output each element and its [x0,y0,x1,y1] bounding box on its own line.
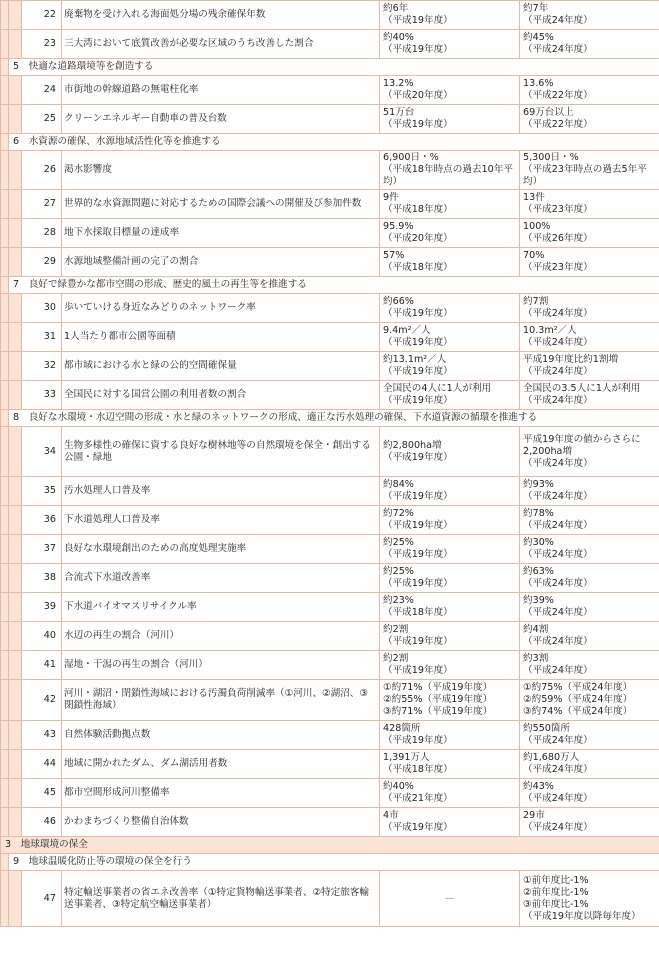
indent-spacer [1,248,9,277]
target-value: ①約75%（平成24年度） ②約59%（平成24年度） ③約74%（平成24年度） [520,680,659,721]
target-value: 13.6% （平成22年度） [520,76,659,105]
indicator-number: 42 [22,680,62,721]
indent-spacer [1,59,9,76]
indicator-number: 37 [22,535,62,564]
indent-spacer [9,622,22,651]
subsection-heading: 6 水資源の確保、水源地域活性化等を推進する [9,134,659,151]
indicator-row [1,1,659,30]
baseline-value: 6,900日・% （平成18年時点の過去10年平均） [380,151,520,190]
subsection-heading: 8 良好な水環境・水辺空間の形成・水と緑のネットワークの形成、適正な汚水処理の確保、下水道資源の循環を推進する [9,410,659,427]
indent-spacer [1,506,9,535]
indent-spacer [1,564,9,593]
indicator-name: 河川・湖沼・閉鎖性海域における汚濁負荷削減率（①河川、②湖沼、③閉鎖性海域） [62,680,380,721]
indicator-row [1,564,659,593]
indicator-number: 43 [22,721,62,750]
indicator-row [1,651,659,680]
indent-spacer [9,808,22,837]
indent-spacer [1,680,9,721]
indicator-number: 44 [22,750,62,779]
indicator-number: 40 [22,622,62,651]
target-value: 70% （平成23年度） [520,248,659,277]
baseline-value: ①約71%（平成19年度） ②約55%（平成19年度） ③約71%（平成19年度） [380,680,520,721]
indicator-row [1,294,659,323]
indent-spacer [9,76,22,105]
baseline-value: 約25% （平成19年度） [380,535,520,564]
target-value: 約78% （平成24年度） [520,506,659,535]
indent-spacer [1,871,9,927]
indicator-number: 26 [22,151,62,190]
indicator-row [1,427,659,477]
indicator-row [1,535,659,564]
indent-spacer [1,323,9,352]
baseline-value: 428箇所 （平成19年度） [380,721,520,750]
indicator-row [1,190,659,219]
indicator-name: 市街地の幹線道路の無電柱化率 [62,76,380,105]
indent-spacer [1,105,9,134]
baseline-value: 約72% （平成19年度） [380,506,520,535]
indent-spacer [1,622,9,651]
target-value: 全国民の3.5人に1人が利用 （平成24年度） [520,381,659,410]
indent-spacer [9,779,22,808]
target-value: 5,300日・% （平成23年時点の過去5年平均） [520,151,659,190]
indent-spacer [9,30,22,59]
indent-spacer [9,651,22,680]
target-value: 10.3m²／人 （平成24年度） [520,323,659,352]
baseline-value: 約66% （平成19年度） [380,294,520,323]
indent-spacer [1,535,9,564]
indicator-row [1,352,659,381]
target-value: 約45% （平成24年度） [520,30,659,59]
indicator-row [1,779,659,808]
indent-spacer [9,190,22,219]
indicator-number: 41 [22,651,62,680]
indicator-number: 28 [22,219,62,248]
target-value: 29市 （平成24年度） [520,808,659,837]
indicator-number: 24 [22,76,62,105]
indicator-row [1,593,659,622]
indent-spacer [1,277,9,294]
baseline-value: 約2割 （平成19年度） [380,651,520,680]
subsection-row [1,134,659,151]
target-value: 約3割 （平成24年度） [520,651,659,680]
indicator-row [1,248,659,277]
indicator-name: 湿地・干潟の再生の割合（河川） [62,651,380,680]
indicator-number: 35 [22,477,62,506]
indent-spacer [9,750,22,779]
subsection-heading: 7 良好で緑豊かな都市空間の形成、歴史的風土の再生等を推進する [9,277,659,294]
indicator-number: 32 [22,352,62,381]
indicator-row [1,808,659,837]
indent-spacer [1,721,9,750]
baseline-value: 57% （平成18年度） [380,248,520,277]
indent-spacer [1,651,9,680]
indent-spacer [1,1,9,30]
indicator-name: 自然体験活動拠点数 [62,721,380,750]
baseline-value: 約13.1m²／人 （平成19年度） [380,352,520,381]
target-value: 平成19年度の値からさらに2,200ha増 （平成24年度） [520,427,659,477]
indent-spacer [1,219,9,248]
baseline-value: 約25% （平成19年度） [380,564,520,593]
indicator-row [1,151,659,190]
indent-spacer [1,779,9,808]
indicator-name: 汚水処理人口普及率 [62,477,380,506]
baseline-value: 9.4m²／人 （平成19年度） [380,323,520,352]
target-value: ①前年度比-1% ②前年度比-1% ③前年度比-1% （平成19年度以降毎年度） [520,871,659,927]
indicator-number: 34 [22,427,62,477]
indent-spacer [1,190,9,219]
indent-spacer [9,535,22,564]
indent-spacer [9,294,22,323]
indicator-number: 45 [22,779,62,808]
baseline-value: 約2,800ha増 （平成19年度） [380,427,520,477]
indicator-name: 下水道バイオマスリサイクル率 [62,593,380,622]
indent-spacer [1,593,9,622]
target-value: 約39% （平成24年度） [520,593,659,622]
indent-spacer [1,352,9,381]
indicator-number: 31 [22,323,62,352]
indent-spacer [9,427,22,477]
indicator-name: 都市空間形成河川整備率 [62,779,380,808]
indent-spacer [9,721,22,750]
section-heading: 3 地球環境の保全 [1,837,659,854]
indicator-row [1,30,659,59]
indent-spacer [1,151,9,190]
indicator-number: 36 [22,506,62,535]
target-value: 100% （平成26年度） [520,219,659,248]
baseline-value: — [380,871,520,927]
indicator-row [1,323,659,352]
indicator-name: 良好な水環境創出のための高度処理実施率 [62,535,380,564]
indicator-name: 下水道処理人口普及率 [62,506,380,535]
indicator-name: クリーンエネルギー自動車の普及台数 [62,105,380,134]
indicator-name: 地域に開かれたダム、ダム湖活用者数 [62,750,380,779]
target-value: 平成19年度比約1割増 （平成24年度） [520,352,659,381]
indicator-number: 23 [22,30,62,59]
baseline-value: 51万台 （平成19年度） [380,105,520,134]
indicator-number: 29 [22,248,62,277]
indent-spacer [9,506,22,535]
target-value: 69万台以上 （平成22年度） [520,105,659,134]
indent-spacer [1,30,9,59]
baseline-value: 13.2% （平成20年度） [380,76,520,105]
indicator-row [1,477,659,506]
subsection-row [1,410,659,427]
indicator-name: 水辺の再生の割合（河川） [62,622,380,651]
indicator-row [1,76,659,105]
indent-spacer [9,151,22,190]
indicator-number: 33 [22,381,62,410]
indent-spacer [1,76,9,105]
target-value: 約7年 （平成24年度） [520,1,659,30]
target-value: 13件 （平成23年度） [520,190,659,219]
indent-spacer [9,352,22,381]
indicator-name: 特定輸送事業者の省エネ改善率（①特定貨物輸送事業者、②特定旅客輸送事業者、③特定航空輸送事業者） [62,871,380,927]
baseline-value: 約40% （平成21年度） [380,779,520,808]
indicator-name: 水源地域整備計画の完了の割合 [62,248,380,277]
target-value: 約30% （平成24年度） [520,535,659,564]
subsection-heading: 9 地球温暖化防止等の環境の保全を行う [9,854,659,871]
indicator-name: 歩いていける身近なみどりのネットワーク率 [62,294,380,323]
baseline-value: 4市 （平成19年度） [380,808,520,837]
indicator-row [1,506,659,535]
indicator-number: 25 [22,105,62,134]
indent-spacer [9,593,22,622]
baseline-value: 約40% （平成19年度） [380,30,520,59]
baseline-value: 約2割 （平成19年度） [380,622,520,651]
indicator-name: 三大湾において底質改善が必要な区域のうち改善した割合 [62,30,380,59]
indent-spacer [1,750,9,779]
indent-spacer [9,323,22,352]
indent-spacer [9,1,22,30]
indent-spacer [9,248,22,277]
target-value: 約93% （平成24年度） [520,477,659,506]
indent-spacer [9,477,22,506]
baseline-value: 1,391万人 （平成18年度） [380,750,520,779]
indicator-name: かわまちづくり整備自治体数 [62,808,380,837]
indicator-number: 38 [22,564,62,593]
subsection-heading: 5 快適な道路環境等を創造する [9,59,659,76]
indicator-name: 合流式下水道改善率 [62,564,380,593]
target-value: 約7割 （平成24年度） [520,294,659,323]
indicator-name: 生物多様性の確保に資する良好な樹林地等の自然環境を保全・創出する公園・緑地 [62,427,380,477]
indicator-number: 47 [22,871,62,927]
indent-spacer [1,410,9,427]
indicator-row [1,219,659,248]
indent-spacer [1,477,9,506]
indicator-row [1,105,659,134]
indicator-number: 27 [22,190,62,219]
indent-spacer [1,854,9,871]
indicator-number: 22 [22,1,62,30]
indicator-number: 39 [22,593,62,622]
section-row [1,837,659,854]
subsection-row [1,854,659,871]
indicator-name: 1人当たり都市公園等面積 [62,323,380,352]
target-value: 約550箇所 （平成24年度） [520,721,659,750]
indicator-row [1,721,659,750]
indicator-number: 46 [22,808,62,837]
indicator-row [1,622,659,651]
indicator-name: 全国民に対する国営公園の利用者数の割合 [62,381,380,410]
indicator-number: 30 [22,294,62,323]
target-value: 約4割 （平成24年度） [520,622,659,651]
indent-spacer [9,871,22,927]
indicator-name: 地下水採取目標量の達成率 [62,219,380,248]
baseline-value: 約23% （平成18年度） [380,593,520,622]
target-value: 約43% （平成24年度） [520,779,659,808]
indent-spacer [9,381,22,410]
indicator-row [1,871,659,927]
indicator-table-body [1,1,659,927]
indicator-row [1,750,659,779]
subsection-row [1,277,659,294]
baseline-value: 全国民の4人に1人が利用 （平成19年度） [380,381,520,410]
indicator-name: 渇水影響度 [62,151,380,190]
indicator-name: 廃棄物を受け入れる海面処分場の残余確保年数 [62,1,380,30]
baseline-value: 約84% （平成19年度） [380,477,520,506]
indent-spacer [9,680,22,721]
indent-spacer [1,381,9,410]
indent-spacer [1,134,9,151]
indent-spacer [1,427,9,477]
target-value: 約63% （平成24年度） [520,564,659,593]
indicator-name: 都市域における水と緑の公的空間確保量 [62,352,380,381]
indent-spacer [9,219,22,248]
indent-spacer [1,294,9,323]
indicator-row [1,381,659,410]
baseline-value: 約6年 （平成19年度） [380,1,520,30]
indicator-name: 世界的な水資源問題に対応するための国際会議への開催及び参加件数 [62,190,380,219]
indent-spacer [9,105,22,134]
subsection-row [1,59,659,76]
baseline-value: 95.9% （平成20年度） [380,219,520,248]
target-value: 約1,680万人 （平成24年度） [520,750,659,779]
indent-spacer [9,564,22,593]
indent-spacer [1,808,9,837]
indicator-row [1,680,659,721]
baseline-value: 9件 （平成18年度） [380,190,520,219]
